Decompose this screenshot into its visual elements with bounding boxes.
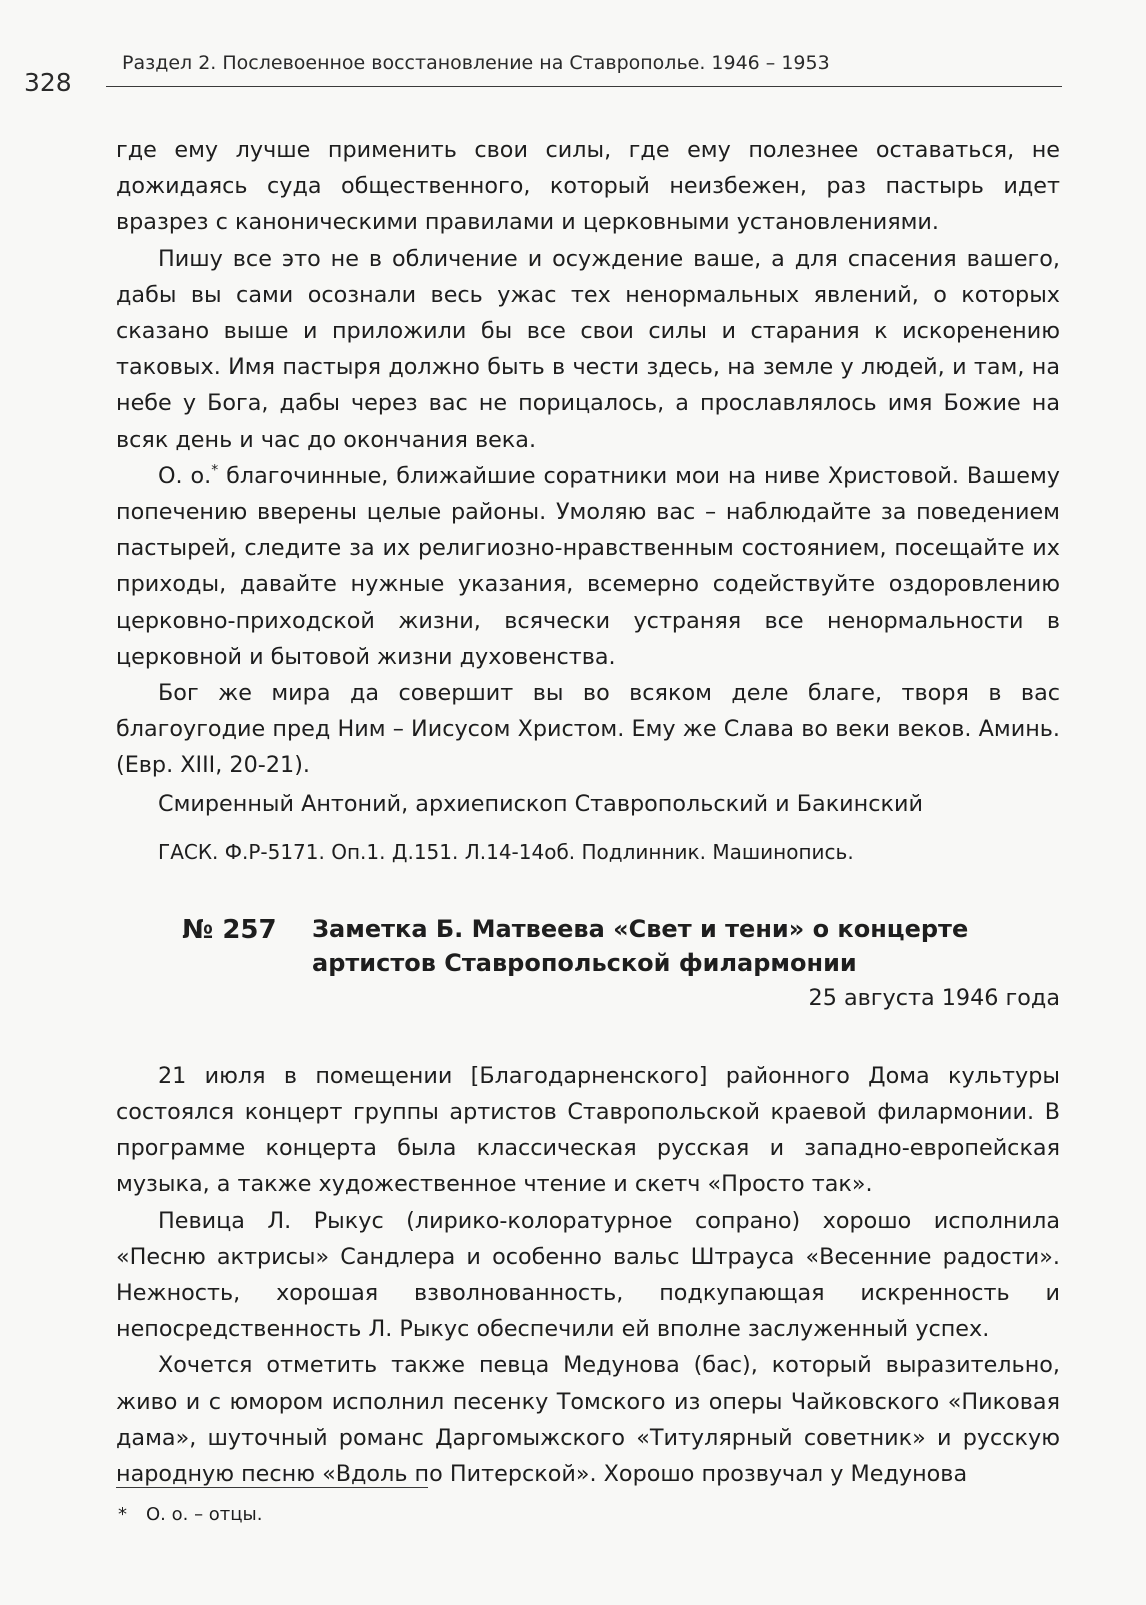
letter-paragraph-2: Пишу все это не в обличение и осуждение ваше, а для спасения вашего, дабы вы сами осознали весь ужас тех ненормальных явлений, о которых сказано выше и приложили бы все свои силы и старания к искоренению таковых. Имя пастыря должно быть в чести здесь, на земле у людей, и там, на небе у Бога, дабы через вас не порицалось, а прославлялось имя Божие на всяк день и час до окончания века. — [116, 245, 1060, 453]
footnote-marker: * — [211, 462, 219, 479]
footnote-text: О. о. – отцы. — [146, 1504, 263, 1525]
document-body — [116, 1058, 1060, 1492]
document-number: № 257 — [182, 914, 277, 945]
letter-paragraph-3-lead: О. о. — [158, 462, 212, 489]
running-head: Раздел 2. Послевоенное восстановление на Ставрополье. 1946 – 1953 — [122, 52, 830, 74]
header-rule — [106, 86, 1062, 87]
document-paragraph-2: Певица Л. Рыкус (лирико-колоратурное сопрано) хорошо исполнила «Песню актрисы» Сандлера и особенно вальс Штрауса «Весенние радости». Нежность, хорошая взволнованность, подкупающая искренность и непосредственность Л. Рыкус обеспечили ей вполне заслуженный успех. — [116, 1207, 1060, 1343]
footnote-mark: * — [118, 1504, 127, 1525]
page-body — [116, 132, 1060, 1492]
letter-paragraph-3-text: благочинные, ближайшие соратники мои на ниве Христовой. Вашему попечению вверены целые районы. Умоляю вас – наблюдайте за поведением пастырей, следите за их религиозно-нравственным состоянием, посещайте их приходы, давайте нужные указания, всемерно содействуйте оздоровлению церковно-приходской жизни, всячески устраняя все ненормальности в церковной и бытовой жизни духовенства. — [116, 462, 1060, 670]
document-heading — [116, 912, 1060, 980]
archive-reference: ГАСК. Ф.Р-5171. Оп.1. Д.151. Л.14-14об. Подлинник. Машинопись. — [158, 839, 854, 864]
document-paragraph-3: Хочется отметить также певца Медунова (бас), который выразительно, живо и с юмором исполнил песенку Томского из оперы Чайковского «Пиковая дама», шуточный романс Даргомыжского «Титулярный советник» и русскую народную песню «Вдоль по Питерской». Хорошо прозвучал у Медунова — [116, 1352, 1060, 1488]
letter-paragraph-3 — [116, 458, 1060, 675]
letter-paragraph-4: Бог же мира да совершит вы во всяком деле благе, творя в вас благоугодие пред Ним – Иисусом Христом. Ему же Слава во веки веков. Аминь. (Евр. XIII, 20-21). — [116, 680, 1060, 779]
letter-paragraph-1: где ему лучше применить свои силы, где ему полезнее оставаться, не дожидаясь суда общественного, который неизбежен, раз пастырь идет вразрез с каноническими правилами и церковными установлениями. — [116, 137, 1060, 236]
document-title: Заметка Б. Матвеева «Свет и тени» о концерте артистов Ставропольской филармонии — [312, 914, 969, 977]
footnote-rule — [116, 1487, 428, 1488]
document-paragraph-1: 21 июля в помещении [Благодарненского] районного Дома культуры состоялся концерт группы артистов Ставропольской краевой филармонии. В программе концерта была классическая русская и западно-европейская музыка, а также художественное чтение и скетч «Просто так». — [116, 1062, 1060, 1198]
page-number: 328 — [24, 68, 72, 97]
footnote — [118, 1502, 262, 1528]
document-date: 25 августа 1946 года — [808, 984, 1060, 1011]
signature: Смиренный Антоний, архиепископ Ставропольский и Бакинский — [158, 790, 923, 817]
